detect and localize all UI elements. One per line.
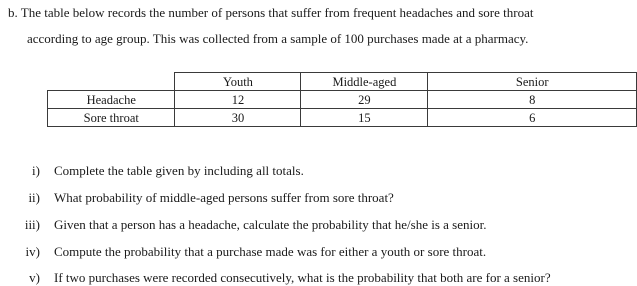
intro-line-1: b. The table below records the number of persons that suffer from frequent headaches and sore throat: [8, 5, 534, 20]
question-number: ii): [28, 190, 40, 205]
cell-sore-throat-middle-aged: 15: [301, 109, 428, 127]
table-header-row: [48, 73, 637, 91]
intro-line-2: according to age group. This was collected from a sample of 100 purchases made at a pharmacy.: [27, 31, 529, 46]
question-ii: [0, 190, 394, 206]
question-iv: [0, 244, 486, 260]
header-senior: Senior: [428, 73, 637, 91]
header-youth: Youth: [175, 73, 301, 91]
question-text: What probability of middle-aged persons suffer from sore throat?: [54, 190, 394, 205]
header-middle-aged: Middle-aged: [301, 73, 428, 91]
question-number: iii): [24, 217, 40, 232]
question-text: Complete the table given by including all totals.: [54, 163, 304, 178]
table-corner-cell: [48, 73, 175, 91]
question-text: If two purchases were recorded consecutively, what is the probability that both are for a senior?: [54, 270, 551, 285]
question-v: [0, 270, 551, 286]
table-row: [48, 91, 637, 109]
cell-sore-throat-youth: 30: [175, 109, 301, 127]
cell-headache-middle-aged: 29: [301, 91, 428, 109]
question-text: Compute the probability that a purchase made was for either a youth or sore throat.: [54, 244, 487, 259]
row-label-sore-throat: Sore throat: [48, 109, 175, 127]
question-number: iv): [25, 244, 40, 259]
table-row: [48, 109, 637, 127]
question-iii: [0, 217, 486, 233]
frequency-table: [47, 72, 637, 127]
question-text: Given that a person has a headache, calculate the probability that he/she is a senior.: [54, 217, 487, 232]
question-i: [0, 163, 304, 179]
cell-headache-senior: 8: [428, 91, 637, 109]
cell-sore-throat-senior: 6: [428, 109, 637, 127]
question-number: v): [29, 270, 40, 285]
row-label-headache: Headache: [48, 91, 175, 109]
question-number: i): [32, 163, 40, 178]
cell-headache-youth: 12: [175, 91, 301, 109]
